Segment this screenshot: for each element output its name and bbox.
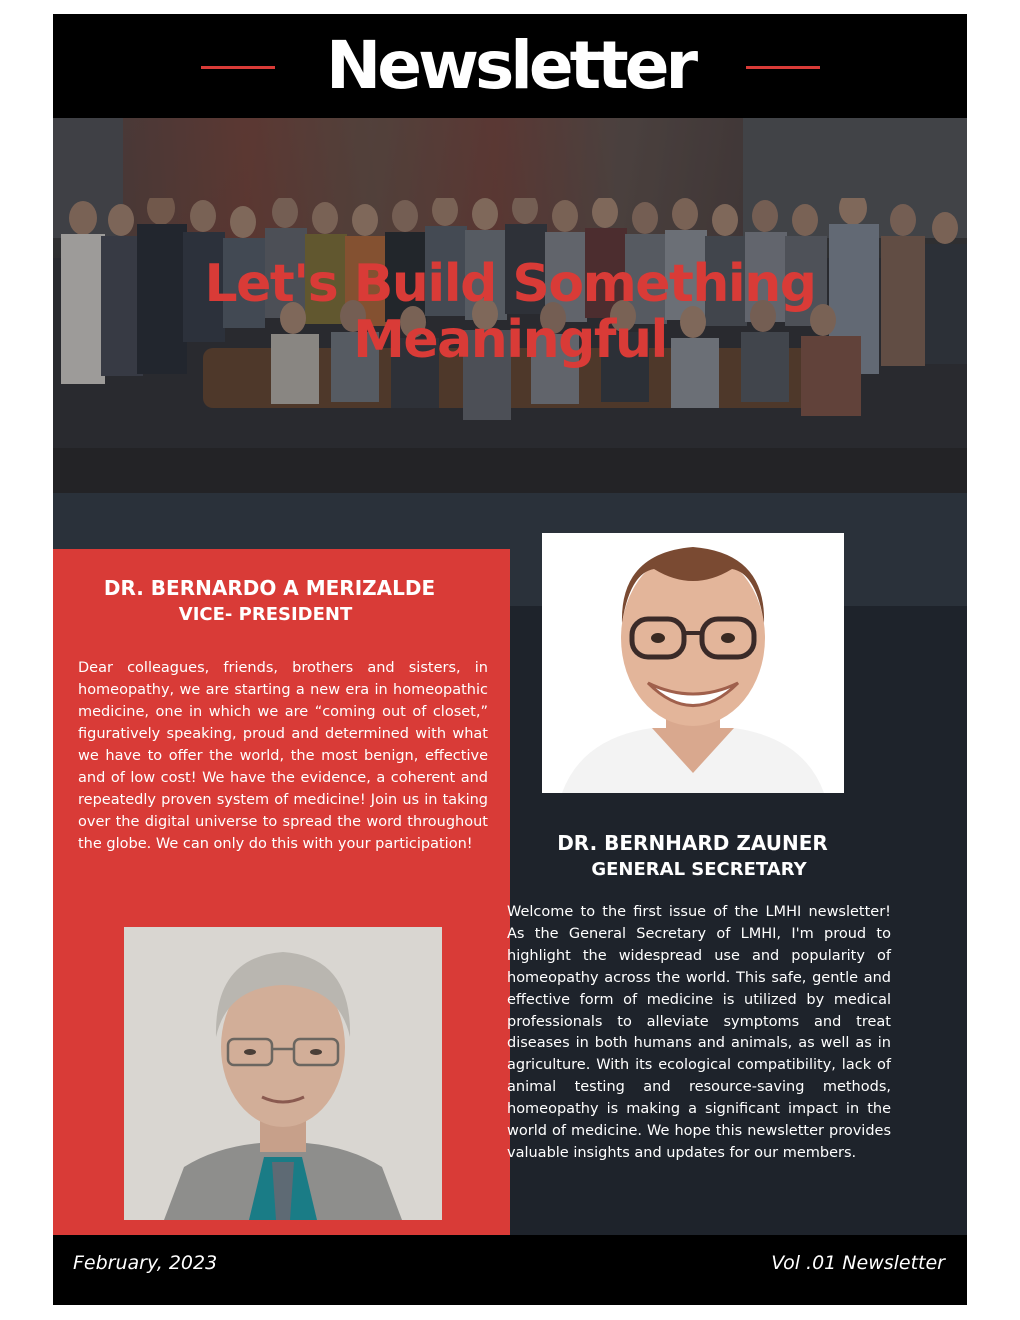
hero-headline [53, 256, 967, 368]
author-name: DR. BERNARDO A MERIZALDE [103, 576, 436, 600]
author-role: VICE- PRESIDENT [178, 604, 353, 625]
portrait-merizalde-illustration [124, 927, 442, 1220]
author-name-zauner: DR. BERNHARD ZAUNER [557, 831, 828, 855]
portrait-zauner [542, 533, 844, 793]
vice-president-article [53, 549, 510, 1235]
portrait-zauner-illustration [542, 533, 844, 793]
portrait-merizalde [124, 927, 442, 1220]
article-body: Dear colleagues, friends, brothers and sisters, in homeopathy, we are starting a new era in homeopathic medicine, one in which we are “coming out of closet,” figuratively speaking, proud and determined with what we have to offer the world, the most benign, effective and of low cost! We have the evidence, a coherent and repeatedly proven system of medicine! Join us in taking over the digital universe to spread the word throughout the globe. We can only do this with your participation! [78, 660, 488, 852]
issue-date: February, 2023 [73, 1252, 218, 1274]
issue-volume: Vol .01 Newsletter [771, 1252, 945, 1274]
hero-group-photo [53, 118, 967, 493]
author-role-zauner: GENERAL SECRETARY [591, 859, 807, 880]
hero-headline-line2: Meaningful [353, 310, 667, 370]
masthead [53, 14, 967, 118]
masthead-title: Newsletter [325, 27, 695, 104]
article-body-zauner: Welcome to the first issue of the LMHI newsletter! As the General Secretary of LMHI, I'm proud to highlight the widespread use and popularity of homeopathy across the world. This safe, gentle and effective form of medicine is utilized by medical professionals to alleviate symptoms and treat diseases in both humans and animals, as well as in agriculture. With its ecological compatibility, lack of animal testing and resource-saving methods, homeopathy is making a significant impact in the world of medicine. We hope this newsletter provides valuable insights and updates for our members. [507, 904, 891, 1161]
hero-headline-line1: Let's Build Something [204, 254, 816, 314]
